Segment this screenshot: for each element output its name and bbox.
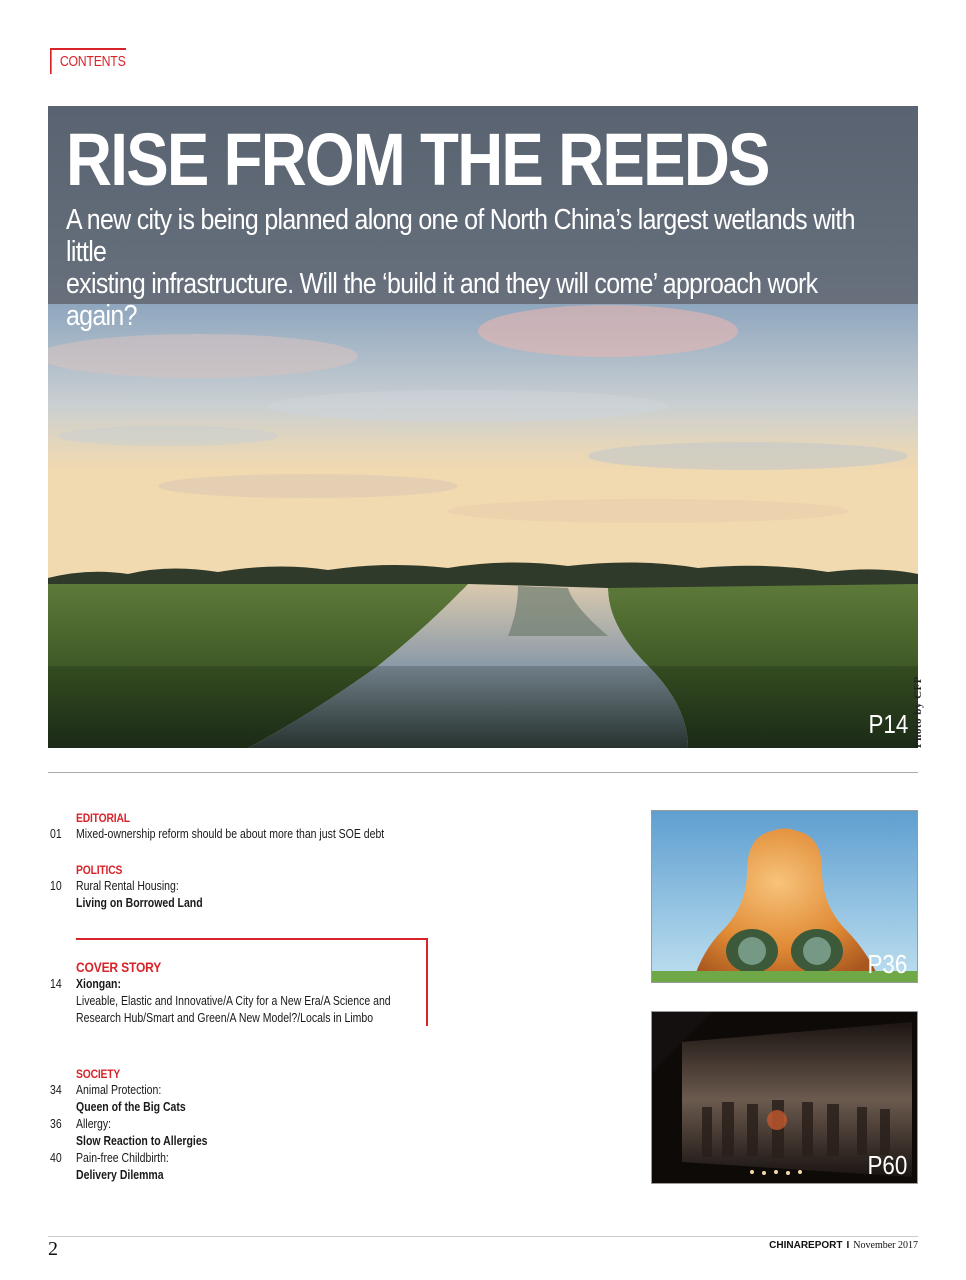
toc-society xyxy=(50,1066,390,1184)
toc-entry[interactable] xyxy=(50,1082,336,1099)
page-folio: 2 xyxy=(48,1238,58,1260)
toc-editorial xyxy=(50,810,390,843)
toc-entry-headline[interactable] xyxy=(50,1133,336,1150)
toc-entry[interactable] xyxy=(50,976,336,993)
category-label: COVER STORY xyxy=(76,959,162,975)
page-number: 14 xyxy=(50,977,62,991)
hero-page-ref[interactable]: P14 xyxy=(868,709,908,739)
cover-story-title[interactable]: RISE FROM THE REEDS xyxy=(66,118,769,201)
toc-entry[interactable] xyxy=(50,1116,336,1133)
category-label: SOCIETY xyxy=(76,1067,121,1081)
thumbnail-allergy[interactable] xyxy=(651,810,918,983)
issue-date: November 2017 xyxy=(853,1240,918,1251)
entry-headline: Queen of the Big Cats xyxy=(76,1100,186,1114)
entry-topic: Allergy: xyxy=(76,1117,112,1131)
toc-entry-headline[interactable] xyxy=(50,1167,336,1184)
subtitle-line-2: existing infrastructure. Will the ‘build it and they will come’ approach work again? xyxy=(66,268,818,332)
page-number: 40 xyxy=(50,1151,62,1165)
footer-masthead xyxy=(769,1240,918,1251)
footer-separator: I xyxy=(846,1240,850,1251)
thumbnail-page-ref[interactable]: P60 xyxy=(867,1150,907,1180)
page-number: 01 xyxy=(50,827,62,841)
section-tag: CONTENTS xyxy=(50,50,126,74)
entry-desc-line-1: Liveable, Elastic and Innovative/A City for a New Era/A Science and xyxy=(76,994,391,1008)
toc-politics xyxy=(50,862,390,912)
thumbnail-childbirth[interactable] xyxy=(651,1011,918,1184)
entry-topic: Animal Protection: xyxy=(76,1083,162,1097)
entry-headline: Xiongan: xyxy=(76,977,121,991)
toc-entry-headline[interactable] xyxy=(50,1099,336,1116)
entry-topic: Rural Rental Housing: xyxy=(76,879,179,893)
toc-entry[interactable] xyxy=(50,1150,336,1167)
page-number: 34 xyxy=(50,1083,62,1097)
toc-cover-story xyxy=(50,958,390,1027)
toc-entry-desc xyxy=(50,1010,374,1027)
entry-desc-line-2: Research Hub/Smart and Green/A New Model?/Locals in Limbo xyxy=(76,1011,374,1025)
entry-text: Mixed-ownership reform should be about more than just SOE debt xyxy=(76,827,385,841)
entry-headline: Living on Borrowed Land xyxy=(76,896,203,910)
toc-entry-headline[interactable] xyxy=(50,895,336,912)
page-number: 36 xyxy=(50,1117,62,1131)
subtitle-line-1: A new city is being planned along one of North China’s largest wetlands with little xyxy=(66,204,855,268)
hero-image[interactable] xyxy=(48,106,918,748)
brand-name: CHINAREPORT xyxy=(769,1240,843,1251)
page-number: 10 xyxy=(50,879,62,893)
section-divider xyxy=(48,772,918,773)
entry-topic: Pain-free Childbirth: xyxy=(76,1151,169,1165)
toc-entry[interactable] xyxy=(50,878,336,895)
category-label: EDITORIAL xyxy=(76,811,130,825)
category-label: POLITICS xyxy=(76,863,123,877)
footer-rule xyxy=(48,1236,918,1237)
toc-entry-desc xyxy=(50,993,391,1010)
cover-story-subtitle xyxy=(66,204,857,332)
thumbnail-page-ref[interactable]: P36 xyxy=(867,949,907,979)
entry-headline: Slow Reaction to Allergies xyxy=(76,1134,208,1148)
entry-headline: Delivery Dilemma xyxy=(76,1168,164,1182)
photo-credit: Photo by CFP xyxy=(912,676,924,748)
toc-entry[interactable] xyxy=(50,826,385,843)
